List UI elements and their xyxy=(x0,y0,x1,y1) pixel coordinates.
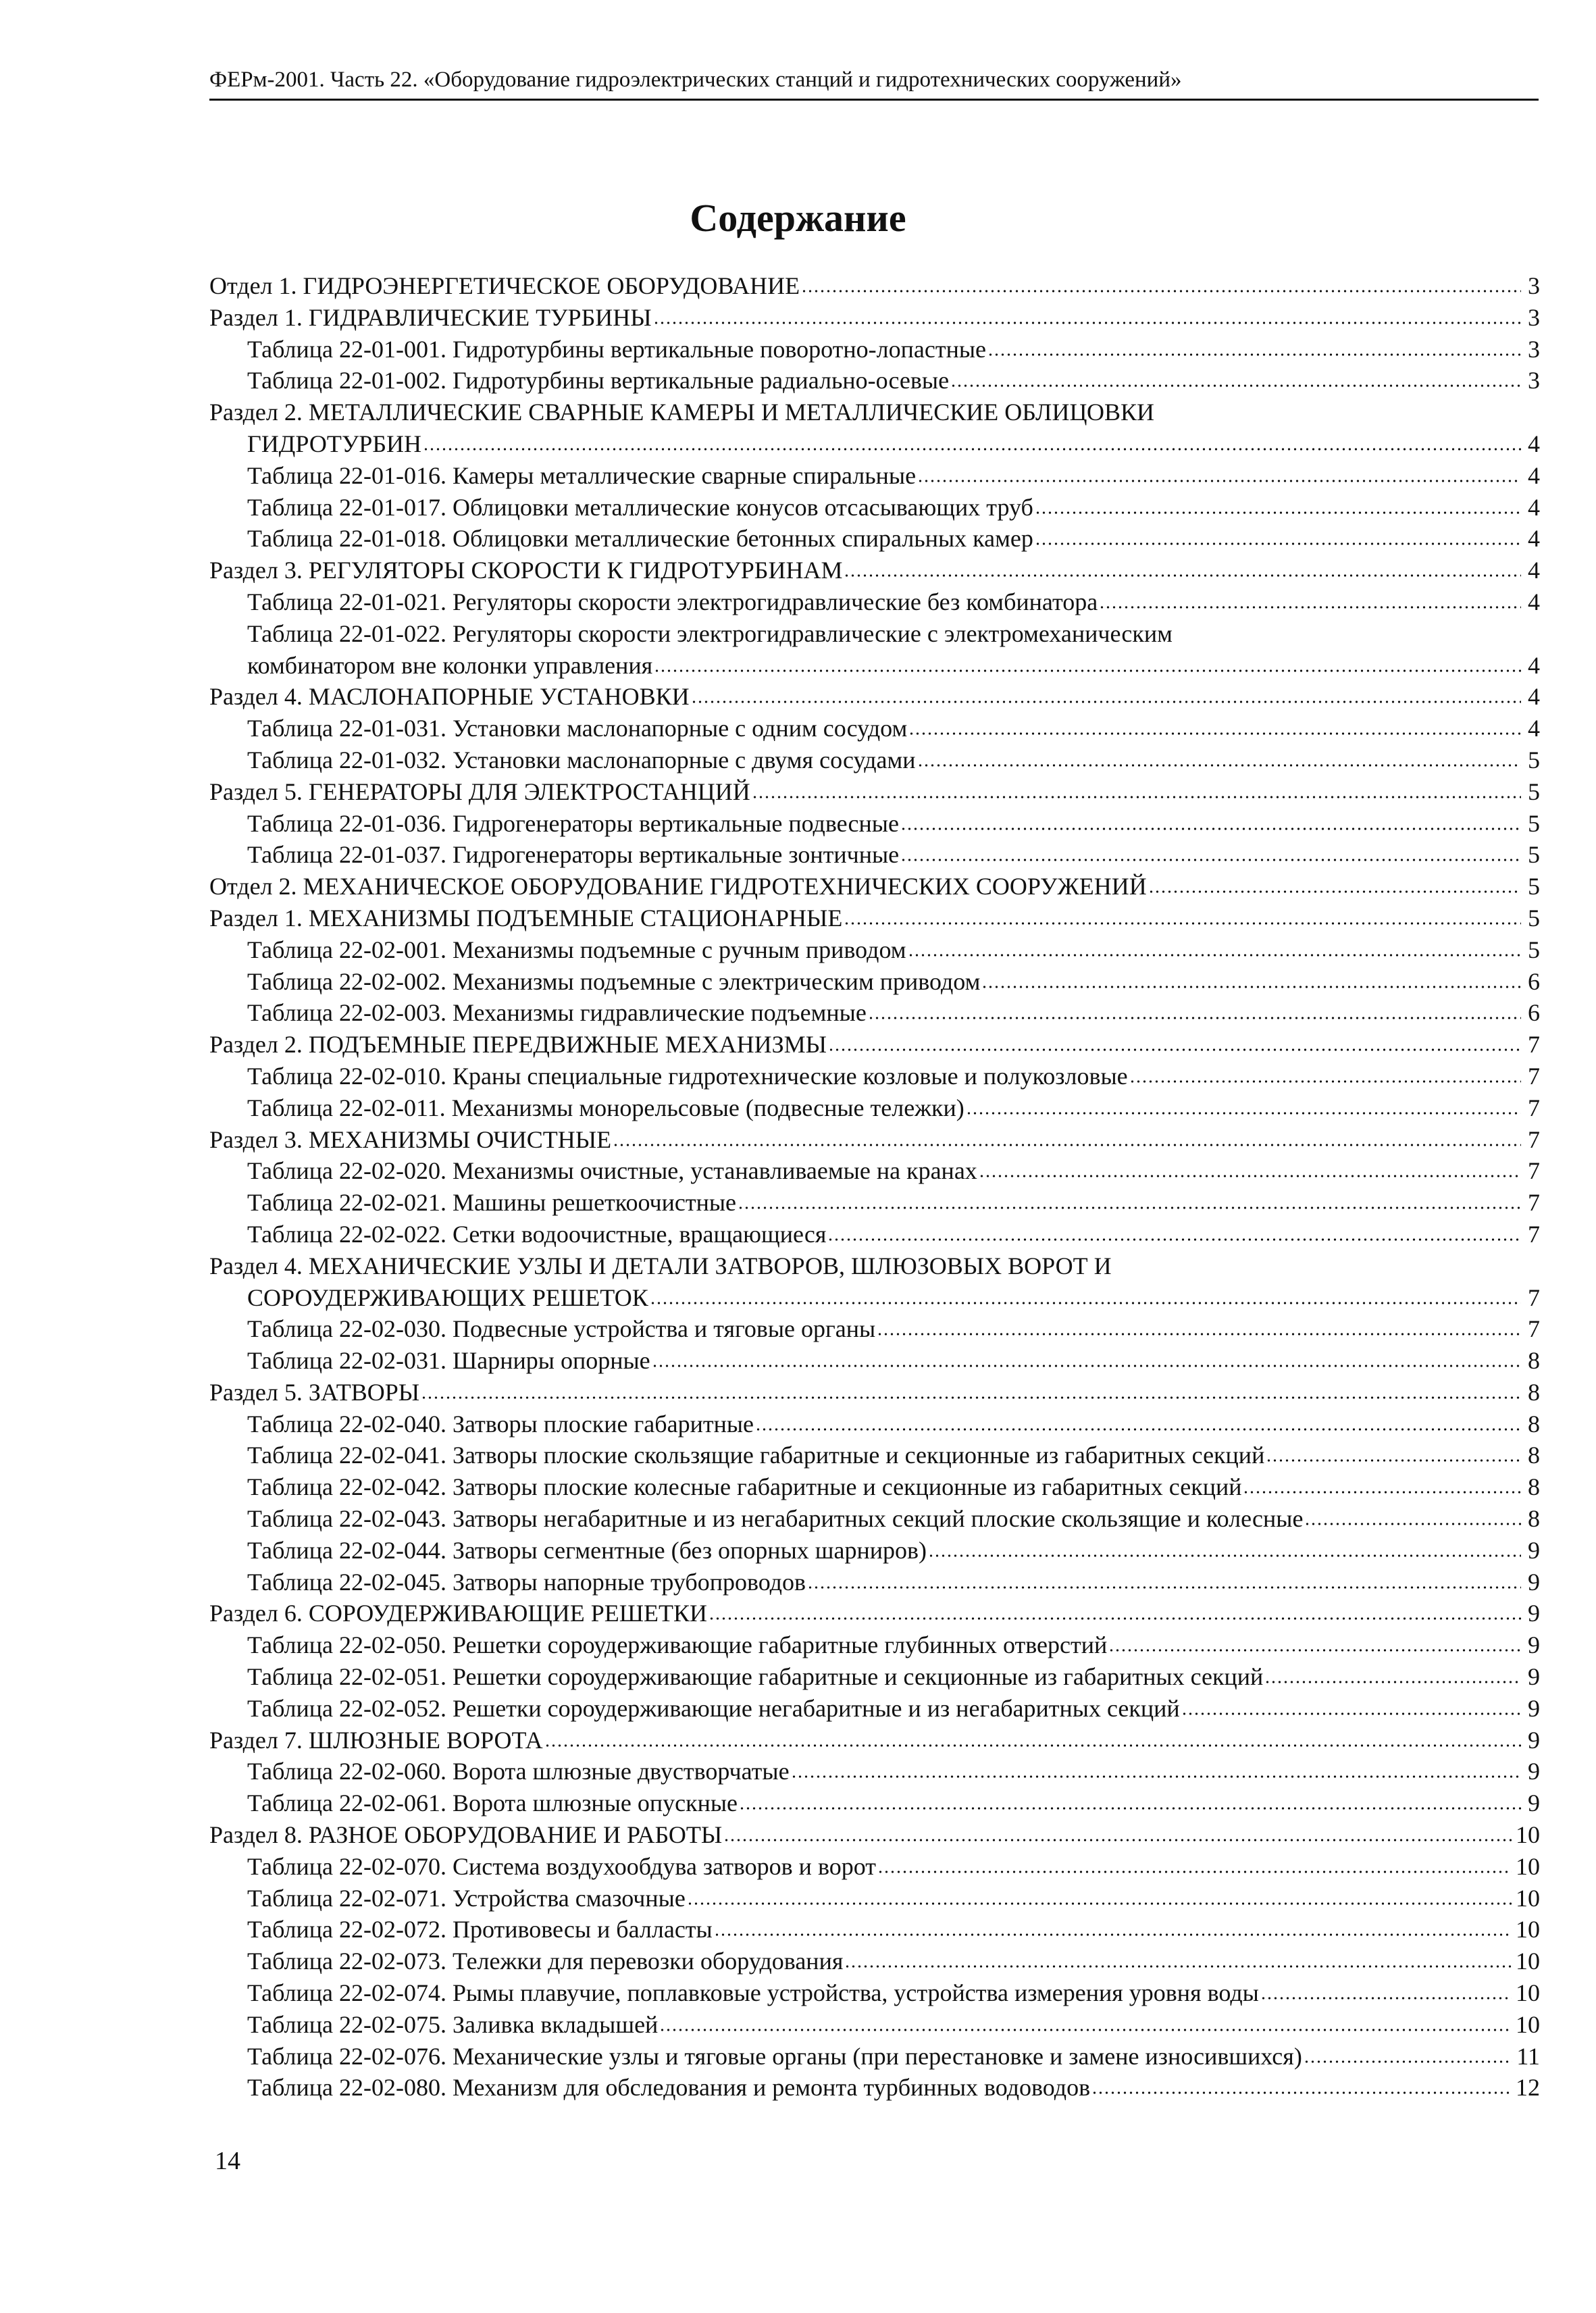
toc-entry-page: 5 xyxy=(1528,873,1540,900)
toc-entry-label: Таблица 22-02-072. Противовесы и балласты xyxy=(247,1916,713,1943)
toc-entry[interactable] xyxy=(209,365,1540,397)
toc-entry[interactable] xyxy=(209,1503,1540,1535)
toc-entry-page: 4 xyxy=(1528,715,1540,742)
toc-entry[interactable] xyxy=(209,1977,1540,2009)
dot-leader xyxy=(868,1017,1521,1019)
toc-entry-page: 9 xyxy=(1528,1789,1540,1817)
dot-leader xyxy=(1099,606,1521,609)
toc-entry-page: 9 xyxy=(1528,1600,1540,1627)
dot-leader xyxy=(755,1428,1521,1431)
toc-entry[interactable] xyxy=(209,1851,1540,1883)
toc-entry-label: Таблица 22-02-061. Ворота шлюзные опускные xyxy=(247,1789,738,1817)
dot-leader xyxy=(1304,1523,1521,1525)
toc-entry-label: СОРОУДЕРЖИВАЮЩИХ РЕШЕТОК xyxy=(247,1283,648,1311)
dot-leader xyxy=(917,480,1521,482)
toc-entry-label: Таблица 22-02-020. Механизмы очистные, устанавливаемые на кранах xyxy=(247,1157,977,1185)
toc-entry-label: Таблица 22-02-022. Сетки водоочистные, вращающиеся xyxy=(247,1220,827,1248)
toc-entry-label: Раздел 2. МЕТАЛЛИЧЕСКИЕ СВАРНЫЕ КАМЕРЫ И МЕТАЛЛИЧЕСКИЕ ОБЛИЦОВКИ xyxy=(209,399,1154,426)
toc-entry-page: 6 xyxy=(1528,967,1540,995)
toc-entry-page: 7 xyxy=(1528,1062,1540,1090)
dot-leader xyxy=(544,1744,1521,1747)
dot-leader xyxy=(1148,890,1521,893)
toc-entry-label: Раздел 7. ШЛЮЗНЫЕ ВОРОТА xyxy=(209,1726,543,1754)
toc-entry-label: Таблица 22-01-032. Установки маслонапорные с двумя сосудами xyxy=(247,746,916,773)
toc-entry-page: 7 xyxy=(1528,1189,1540,1217)
dot-leader xyxy=(714,1933,1512,1936)
toc-entry-page: 11 xyxy=(1516,2042,1540,2070)
toc-entry-page: 10 xyxy=(1516,1979,1540,2007)
toc-entry[interactable] xyxy=(209,2009,1540,2041)
dot-leader xyxy=(900,828,1521,830)
toc-entry[interactable] xyxy=(209,1535,1540,1567)
toc-entry-page: 3 xyxy=(1528,335,1540,363)
dot-leader xyxy=(981,986,1521,988)
dot-leader xyxy=(723,1839,1512,1841)
toc-entry-page: 5 xyxy=(1528,936,1540,963)
toc-entry-label: Раздел 2. ПОДЪЕМНЫЕ ПЕРЕДВИЖНЫЕ МЕХАНИЗМЫ xyxy=(209,1031,827,1059)
toc-entry-label: Раздел 4. МАСЛОНАПОРНЫЕ УСТАНОВКИ xyxy=(209,683,690,711)
dot-leader xyxy=(1304,2060,1512,2063)
toc-entry[interactable] xyxy=(209,428,1540,460)
toc-entry[interactable] xyxy=(209,586,1540,618)
toc-entry-label: Таблица 22-02-071. Устройства смазочные xyxy=(247,1884,686,1912)
toc-entry[interactable] xyxy=(209,1313,1540,1345)
toc-entry-page: 12 xyxy=(1516,2074,1540,2102)
toc-entry-page: 5 xyxy=(1528,778,1540,805)
toc-entry[interactable] xyxy=(209,2041,1540,2073)
toc-entry[interactable] xyxy=(209,1250,1540,1282)
toc-entry-label: Таблица 22-02-051. Решетки сороудерживающие габаритные и секционные из габаритных секций xyxy=(247,1663,1264,1691)
toc-entry-label: Таблица 22-02-044. Затворы сегментные (без опорных шарниров) xyxy=(247,1536,927,1564)
toc-entry[interactable] xyxy=(209,1282,1540,1314)
toc-entry-label: Раздел 1. ГИДРАВЛИЧЕСКИЕ ТУРБИНЫ xyxy=(209,303,652,331)
toc-entry-label: Таблица 22-02-073. Тележки для перевозки оборудования xyxy=(247,1948,844,1975)
toc-entry-page: 8 xyxy=(1528,1410,1540,1438)
toc-entry[interactable] xyxy=(209,334,1540,365)
toc-entry-label: Раздел 1. МЕХАНИЗМЫ ПОДЪЕМНЫЕ СТАЦИОНАРНЫЕ xyxy=(209,904,843,932)
toc-entry-label: Таблица 22-01-037. Гидрогенераторы вертикальные зонтичные xyxy=(247,841,900,869)
toc-entry[interactable] xyxy=(209,460,1540,492)
toc-entry-label: Таблица 22-01-002. Гидротурбины вертикальные радиально-осевые xyxy=(247,367,950,395)
toc-entry[interactable] xyxy=(209,2072,1540,2104)
dot-leader xyxy=(1129,1080,1521,1083)
dot-leader xyxy=(844,1965,1512,1968)
toc-entry-page: 8 xyxy=(1528,1505,1540,1533)
dot-leader xyxy=(791,1775,1521,1778)
toc-entry-label: Таблица 22-01-022. Регуляторы скорости электрогидравлические с электромеханическим xyxy=(247,619,1173,647)
toc-entry-label: Таблица 22-02-052. Решетки сороудерживающие негабаритные и из негабаритных секций xyxy=(247,1694,1180,1722)
toc-entry-label: Таблица 22-02-050. Решетки сороудерживающие габаритные глубинных отверстий xyxy=(247,1631,1108,1659)
dot-leader xyxy=(900,859,1521,861)
dot-leader xyxy=(652,1365,1521,1367)
dot-leader xyxy=(1181,1712,1521,1715)
toc-entry-label: Таблица 22-01-001. Гидротурбины вертикальные поворотно-лопастные xyxy=(247,335,987,363)
toc-entry-page: 4 xyxy=(1528,588,1540,615)
toc-entry[interactable] xyxy=(209,1787,1540,1819)
toc-entry-page: 7 xyxy=(1528,1094,1540,1121)
toc-entry[interactable] xyxy=(209,1598,1540,1629)
dot-leader xyxy=(752,796,1521,798)
toc-entry-page: 5 xyxy=(1528,841,1540,869)
toc-entry[interactable] xyxy=(209,1756,1540,1787)
toc-entry-page: 6 xyxy=(1528,999,1540,1027)
toc-entry-label: Раздел 3. МЕХАНИЗМЫ ОЧИСТНЫЕ xyxy=(209,1125,612,1153)
toc-entry-page: 7 xyxy=(1528,1157,1540,1185)
toc-entry[interactable] xyxy=(209,1946,1540,1977)
toc-entry[interactable] xyxy=(209,871,1540,903)
toc-entry-label: Таблица 22-02-080. Механизм для обследования и ремонта турбинных водоводов xyxy=(247,2074,1091,2102)
toc-entry[interactable] xyxy=(209,934,1540,966)
toc-entry-label: ГИДРОТУРБИН xyxy=(247,430,421,457)
toc-entry[interactable] xyxy=(209,1819,1540,1851)
dot-leader xyxy=(827,1238,1521,1241)
toc-entry-page: 4 xyxy=(1528,430,1540,457)
toc-entry[interactable] xyxy=(209,1471,1540,1503)
toc-entry[interactable] xyxy=(209,302,1540,334)
toc-entry-page: 9 xyxy=(1528,1568,1540,1596)
dot-leader xyxy=(1108,1649,1521,1652)
page-title: Содержание xyxy=(690,196,906,240)
dot-leader xyxy=(828,1048,1521,1051)
toc-entry-label: Таблица 22-02-011. Механизмы монорельсовые (подвесные тележки) xyxy=(247,1094,964,1121)
toc-entry[interactable] xyxy=(209,1725,1540,1756)
toc-entry[interactable] xyxy=(209,492,1540,524)
toc-entry[interactable] xyxy=(209,1029,1540,1061)
dot-leader xyxy=(844,574,1521,577)
toc-entry-label: Таблица 22-02-060. Ворота шлюзные двустворчатые xyxy=(247,1758,790,1785)
toc-entry[interactable] xyxy=(209,1440,1540,1471)
toc-entry-page: 4 xyxy=(1528,493,1540,521)
dot-leader xyxy=(877,1871,1512,1873)
toc-entry-page: 3 xyxy=(1528,303,1540,331)
toc-entry-page: 8 xyxy=(1528,1442,1540,1469)
toc-entry-page: 7 xyxy=(1528,1125,1540,1153)
toc-entry-label: Таблица 22-02-031. Шарниры опорные xyxy=(247,1347,650,1375)
toc-entry-label: Таблица 22-01-016. Камеры металлические сварные спиральные xyxy=(247,461,917,489)
toc-entry[interactable] xyxy=(209,1187,1540,1219)
toc-entry[interactable] xyxy=(209,397,1540,428)
dot-leader xyxy=(908,732,1521,735)
toc-entry-page: 4 xyxy=(1528,461,1540,489)
toc-entry-label: Таблица 22-02-030. Подвесные устройства и тяговые органы xyxy=(247,1315,876,1343)
toc-entry-page: 10 xyxy=(1516,1821,1540,1849)
toc-entry-page: 10 xyxy=(1516,1948,1540,1975)
dot-leader xyxy=(928,1554,1521,1557)
toc-entry-page: 4 xyxy=(1528,525,1540,553)
dot-leader xyxy=(966,1112,1521,1115)
toc-entry-page: 9 xyxy=(1528,1663,1540,1691)
toc-entry-label: комбинатором вне колонки управления xyxy=(247,651,653,679)
toc-entry-label: Таблица 22-02-040. Затворы плоские габаритные xyxy=(247,1410,754,1438)
toc-entry-page: 3 xyxy=(1528,367,1540,395)
toc-entry[interactable] xyxy=(209,555,1540,586)
toc-entry-label: Таблица 22-01-018. Облицовки металлические бетонных спиральных камер xyxy=(247,525,1033,553)
toc-entry-label: Таблица 22-02-070. Система воздухообдува затворов и ворот xyxy=(247,1852,876,1880)
toc-entry[interactable] xyxy=(209,650,1540,682)
toc-entry-page: 7 xyxy=(1528,1220,1540,1248)
dot-leader xyxy=(1035,542,1521,545)
toc-entry[interactable] xyxy=(209,966,1540,998)
toc-entry[interactable] xyxy=(209,713,1540,744)
toc-entry-label: Раздел 4. МЕХАНИЧЕСКИЕ УЗЛЫ И ДЕТАЛИ ЗАТВОРОВ, ШЛЮЗОВЫХ ВОРОТ И xyxy=(209,1252,1112,1279)
toc-entry[interactable] xyxy=(209,808,1540,840)
toc-entry[interactable] xyxy=(209,681,1540,713)
toc-entry-label: Таблица 22-02-076. Механические узлы и тяговые органы (при перестановке и замене износившихся) xyxy=(247,2042,1302,2070)
toc-entry[interactable] xyxy=(209,1092,1540,1124)
toc-entry-page: 7 xyxy=(1528,1031,1540,1059)
toc-entry-label: Таблица 22-02-001. Механизмы подъемные с ручным приводом xyxy=(247,936,906,963)
toc-entry-label: Отдел 1. ГИДРОЭНЕРГЕТИЧЕСКОЕ ОБОРУДОВАНИЕ xyxy=(209,272,800,299)
dot-leader xyxy=(1243,1491,1521,1494)
dot-leader xyxy=(801,290,1521,293)
dot-leader xyxy=(1266,1459,1521,1462)
toc-entry-label: Раздел 8. РАЗНОЕ ОБОРУДОВАНИЕ И РАБОТЫ xyxy=(209,1821,723,1849)
dot-leader xyxy=(691,701,1521,703)
toc-entry-label: Раздел 3. РЕГУЛЯТОРЫ СКОРОСТИ К ГИДРОТУРБИНАМ xyxy=(209,557,843,584)
toc-entry-label: Раздел 5. ЗАТВОРЫ xyxy=(209,1378,420,1406)
toc-entry-page: 7 xyxy=(1528,1283,1540,1311)
toc-entry-label: Таблица 22-01-036. Гидрогенераторы вертикальные подвесные xyxy=(247,809,899,837)
toc-entry-label: Таблица 22-01-031. Установки маслонапорные с одним сосудом xyxy=(247,715,908,742)
toc-entry-page: 4 xyxy=(1528,557,1540,584)
dot-leader xyxy=(908,954,1521,957)
page-number: 14 xyxy=(215,2147,240,2175)
toc-entry-page: 9 xyxy=(1528,1536,1540,1564)
toc-entry-label: Таблица 22-02-075. Заливка вкладышей xyxy=(247,2010,659,2038)
toc-entry[interactable] xyxy=(209,270,1540,302)
dot-leader xyxy=(613,1144,1521,1146)
toc-entry-page: 8 xyxy=(1528,1378,1540,1406)
dot-leader xyxy=(917,764,1521,767)
toc-entry[interactable] xyxy=(209,1124,1540,1156)
toc-entry[interactable] xyxy=(209,618,1540,650)
dot-leader xyxy=(739,1807,1521,1810)
toc-entry-page: 10 xyxy=(1516,1852,1540,1880)
dot-leader xyxy=(709,1617,1521,1620)
toc-entry[interactable] xyxy=(209,839,1540,871)
toc-entry[interactable] xyxy=(209,997,1540,1029)
toc-entry-label: Таблица 22-02-021. Машины решеткоочистные xyxy=(247,1189,737,1217)
toc-entry-page: 8 xyxy=(1528,1347,1540,1375)
toc-entry-page: 7 xyxy=(1528,1315,1540,1343)
toc-entry[interactable] xyxy=(209,1345,1540,1377)
toc-entry-page: 5 xyxy=(1528,904,1540,932)
toc-entry-label: Таблица 22-02-042. Затворы плоские колесные габаритные и секционные из габаритных секций xyxy=(247,1473,1242,1501)
toc-entry[interactable] xyxy=(209,1567,1540,1598)
dot-leader xyxy=(1091,2091,1512,2094)
dot-leader xyxy=(654,669,1521,672)
dot-leader xyxy=(1035,511,1521,514)
toc-entry[interactable] xyxy=(209,1883,1540,1914)
toc-entry-label: Таблица 22-02-010. Краны специальные гидротехнические козловые и полукозловые xyxy=(247,1062,1128,1090)
toc-entry[interactable] xyxy=(209,1155,1540,1187)
toc-entry-label: Таблица 22-02-002. Механизмы подъемные с электрическим приводом xyxy=(247,967,981,995)
toc-entry-label: Таблица 22-01-021. Регуляторы скорости электрогидравлические без комбинатора xyxy=(247,588,1098,615)
dot-leader xyxy=(659,2029,1512,2031)
toc-entry[interactable] xyxy=(209,1408,1540,1440)
toc-entry[interactable] xyxy=(209,776,1540,808)
toc-entry[interactable] xyxy=(209,1629,1540,1661)
toc-entry[interactable] xyxy=(209,1693,1540,1725)
dot-leader xyxy=(687,1902,1512,1905)
dot-leader xyxy=(807,1586,1521,1589)
toc-entry-page: 4 xyxy=(1528,683,1540,711)
toc-entry-page: 9 xyxy=(1528,1726,1540,1754)
toc-entry-page: 10 xyxy=(1516,2010,1540,2038)
toc-entry-page: 9 xyxy=(1528,1694,1540,1722)
dot-leader xyxy=(844,922,1521,925)
toc-entry[interactable] xyxy=(209,1219,1540,1250)
toc-entry-page: 8 xyxy=(1528,1473,1540,1501)
dot-leader xyxy=(987,353,1521,356)
toc-entry-label: Таблица 22-02-003. Механизмы гидравлические подъемные xyxy=(247,999,867,1027)
toc-entry[interactable] xyxy=(209,1914,1540,1946)
toc-entry[interactable] xyxy=(209,1061,1540,1092)
toc-entry-label: Раздел 5. ГЕНЕРАТОРЫ ДЛЯ ЭЛЕКТРОСТАНЦИЙ xyxy=(209,778,750,805)
toc-entry-page: 9 xyxy=(1528,1758,1540,1785)
toc-entry[interactable] xyxy=(209,1377,1540,1408)
toc-entry-label: Таблица 22-01-017. Облицовки металлические конусов отсасывающих труб xyxy=(247,493,1033,521)
running-header: ФЕРм-2001. Часть 22. «Оборудование гидроэлектрических станций и гидротехнических сооружений» xyxy=(209,66,1539,101)
toc-entry-label: Таблица 22-02-043. Затворы негабаритные и из негабаритных секций плоские скользящие и колесные xyxy=(247,1505,1304,1533)
toc-entry-label: Раздел 6. СОРОУДЕРЖИВАЮЩИЕ РЕШЕТКИ xyxy=(209,1600,708,1627)
dot-leader xyxy=(1264,1681,1521,1683)
dot-leader xyxy=(950,384,1521,387)
toc-entry-label: Таблица 22-02-074. Рымы плавучие, поплавковые устройства, устройства измерения уровня воды xyxy=(247,1979,1259,2007)
dot-leader xyxy=(423,448,1521,451)
toc-entry-page: 3 xyxy=(1528,272,1540,299)
toc-entry[interactable] xyxy=(209,523,1540,555)
dot-leader xyxy=(738,1206,1521,1209)
toc-entry-label: Таблица 22-02-041. Затворы плоские скользящие габаритные и секционные из габаритных секций xyxy=(247,1442,1265,1469)
dot-leader xyxy=(979,1175,1521,1177)
toc-entry[interactable] xyxy=(209,1661,1540,1693)
toc-entry-page: 4 xyxy=(1528,651,1540,679)
dot-leader xyxy=(650,1302,1521,1304)
toc-entry-page: 5 xyxy=(1528,809,1540,837)
dot-leader xyxy=(1260,1997,1512,2000)
toc-entry[interactable] xyxy=(209,744,1540,776)
toc-entry[interactable] xyxy=(209,903,1540,934)
toc-entry-label: Таблица 22-02-045. Затворы напорные трубопроводов xyxy=(247,1568,806,1596)
toc-entry-page: 5 xyxy=(1528,746,1540,773)
dot-leader xyxy=(877,1333,1521,1336)
dot-leader xyxy=(421,1396,1521,1399)
dot-leader xyxy=(653,322,1521,324)
table-of-contents xyxy=(209,270,1540,2104)
toc-entry-page: 9 xyxy=(1528,1631,1540,1659)
toc-entry-page: 10 xyxy=(1516,1884,1540,1912)
toc-entry-page: 10 xyxy=(1516,1916,1540,1943)
toc-entry-label: Отдел 2. МЕХАНИЧЕСКОЕ ОБОРУДОВАНИЕ ГИДРОТЕХНИЧЕСКИХ СООРУЖЕНИЙ xyxy=(209,873,1147,900)
